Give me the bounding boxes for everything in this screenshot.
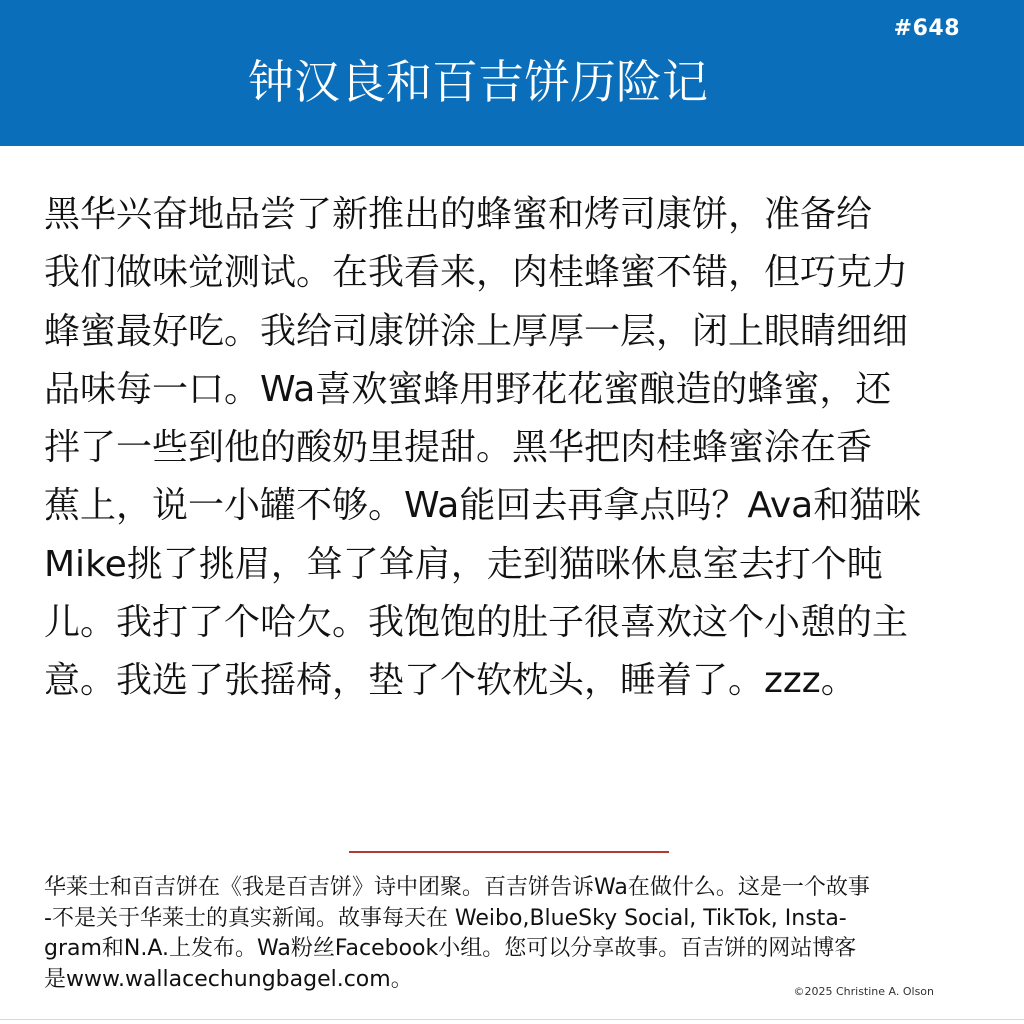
header-banner xyxy=(0,0,1024,146)
bottom-border xyxy=(0,1019,1024,1020)
page-title: 钟汉良和百吉饼历险记 xyxy=(248,55,708,109)
episode-number: #648 xyxy=(893,16,960,41)
footer-note: 华莱士和百吉饼在《我是百吉饼》诗中团聚。百吉饼告诉Wa在做什么。这是一个故事 -不是关于华莱士的真实新闻。故事每天在 Weibo,BlueSky Social, TikTok, Insta- gram和N.A.上发布。Wa粉丝Facebook小组。您可以分享故事。百吉饼的网站博客 是www.wallacechungbagel.com。 xyxy=(44,875,870,992)
copyright-notice: ©2025 Christine A. Olson xyxy=(793,985,934,998)
divider-line xyxy=(349,851,669,853)
story-text: 黑华兴奋地品尝了新推出的蜂蜜和烤司康饼，准备给 我们做味觉测试。在我看来，肉桂蜂蜜不错，但巧克力 蜂蜜最好吃。我给司康饼涂上厚厚一层，闭上眼睛细细 品味每一口。Wa喜欢蜜蜂用野花花蜜酿造的蜂蜜，还 拌了一些到他的酸奶里提甜。黑华把肉桂蜂蜜涂在香 蕉上，说一小罐不够。Wa能回去再拿点吗？Ava和猫咪 Mike挑了挑眉，耸了耸肩，走到猫咪休息室去打个盹 儿。我打了个哈欠。我饱饱的肚子很喜欢这个小憩的主 意。我选了张摇椅，垫了个软枕头，睡着了。zzz。 xyxy=(44,194,922,702)
